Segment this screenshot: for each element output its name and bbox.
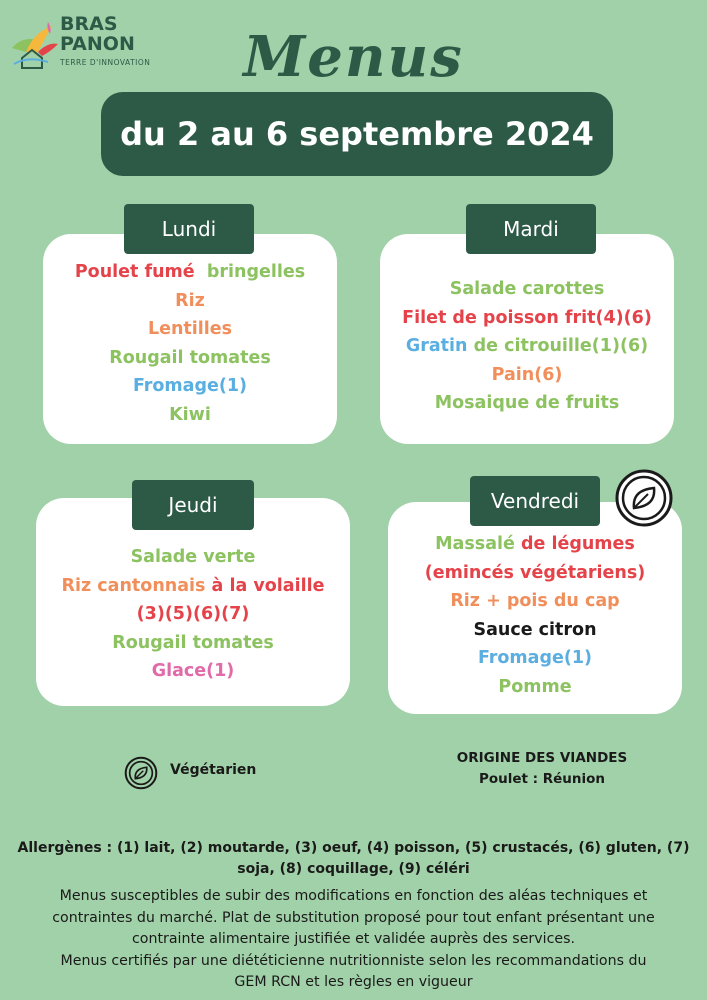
meat-origin-title: ORIGINE DES VIANDES (456, 750, 628, 766)
page-title: Menus (243, 24, 464, 90)
menu-item-text: Massalé (435, 534, 515, 554)
disclaimer-line: GEM RCN et les règles en vigueur (234, 974, 473, 990)
menu-item-text: Lentilles (147, 319, 233, 339)
menu-item-text: Riz + pois du cap (450, 591, 620, 611)
meat-origin-line: Poulet : Réunion (478, 771, 606, 787)
menu-lines-mardi (380, 275, 674, 418)
day-tab-mardi: Mardi (466, 204, 596, 254)
disclaimer-line: Menus certifiés par une diététicienne nutritionniste selon les recommandations du (60, 952, 647, 969)
menu-item-text: Salade verte (130, 547, 256, 567)
allergens-line-1: Allergènes : (1) lait, (2) moutarde, (3) oeuf, (4) poisson, (5) crustacés, (6) gluten, (7) (17, 840, 690, 856)
day-tab-vendredi: Vendredi (470, 476, 600, 526)
menu-item (43, 372, 337, 401)
menu-item (36, 572, 350, 601)
date-range-banner: du 2 au 6 septembre 2024 (101, 92, 613, 176)
menu-item-text: Fromage(1) (132, 376, 248, 396)
menu-item (36, 629, 350, 658)
menu-lines-vendredi (388, 530, 682, 701)
disclaimer-line: Menus susceptibles de subir des modifications en fonction des aléas techniques et (59, 888, 648, 904)
menu-item-text: Filet de poisson frit(4)(6) (402, 307, 652, 328)
menu-item-text: bringelles (194, 262, 306, 282)
disclaimer (14, 886, 693, 994)
menu-item-text: Glace(1) (151, 661, 235, 681)
menu-item (43, 258, 337, 287)
leaf-icon (614, 468, 674, 528)
menu-item (388, 530, 682, 559)
menu-item (36, 600, 350, 629)
menu-item (380, 361, 674, 390)
menu-item (380, 389, 674, 418)
menu-item-text: Poulet fumé (74, 262, 195, 282)
day-tab-jeudi: Jeudi (132, 480, 254, 530)
menu-item (380, 304, 674, 333)
logo-line-panon: PANON (60, 33, 135, 55)
allergens-line-2: soja, (8) coquillage, (9) céléri (237, 861, 470, 877)
menu-item (388, 616, 682, 645)
menu-item-text: Salade carottes (449, 279, 605, 299)
logo-tagline: TERRE D'INNOVATION (60, 58, 151, 67)
menu-item (43, 287, 337, 316)
disclaimer-line: contraintes du marché. Plat de substitution proposé pour tout enfant présentant une (52, 909, 655, 926)
menu-item (43, 344, 337, 373)
menu-item-text: Riz cantonnais (61, 575, 206, 596)
day-tab-lundi: Lundi (124, 204, 254, 254)
menu-item-text: à la volaille (205, 575, 325, 596)
meat-origin (417, 748, 667, 790)
menu-item-text: Riz (175, 290, 205, 311)
menu-lines-jeudi (36, 543, 350, 686)
menu-item (388, 559, 682, 588)
menu-item-text: Pomme (498, 676, 572, 697)
leaf-icon (124, 756, 158, 790)
menu-item-text: Sauce citron (473, 619, 597, 640)
menu-item-text: Rougail tomates (109, 347, 271, 368)
menu-item (380, 275, 674, 304)
card-mardi (380, 234, 674, 444)
menu-item-text: Gratin (405, 336, 468, 356)
menu-item (388, 587, 682, 616)
menu-item-text: de citrouille(1)(6) (467, 336, 649, 356)
menu-item (388, 673, 682, 702)
card-lundi (43, 234, 337, 444)
disclaimer-line: contrainte alimentaire justifiée et validée auprès des services. (131, 931, 576, 947)
menu-item-text: (3)(5)(6)(7) (136, 604, 250, 624)
allergens-list (10, 838, 697, 880)
menu-item (388, 644, 682, 673)
menu-item-text: de légumes (514, 534, 635, 554)
vegetarian-legend-label: Végétarien (170, 762, 257, 778)
menu-item (36, 543, 350, 572)
menu-item-text: Mosaique de fruits (434, 393, 620, 413)
card-vendredi (388, 502, 682, 714)
menu-item-text: Pain(6) (491, 364, 563, 385)
menu-item-text: (emincés végétariens) (424, 562, 646, 583)
menu-item (43, 315, 337, 344)
menu-item (36, 657, 350, 686)
menu-item-text: Rougail tomates (112, 632, 274, 653)
menu-item (43, 401, 337, 430)
menu-item (380, 332, 674, 361)
logo-line-bras: BRAS (60, 13, 118, 35)
menu-item-text: Fromage(1) (477, 648, 593, 668)
menu-item-text: Kiwi (169, 404, 211, 425)
menu-lines-lundi (43, 258, 337, 429)
